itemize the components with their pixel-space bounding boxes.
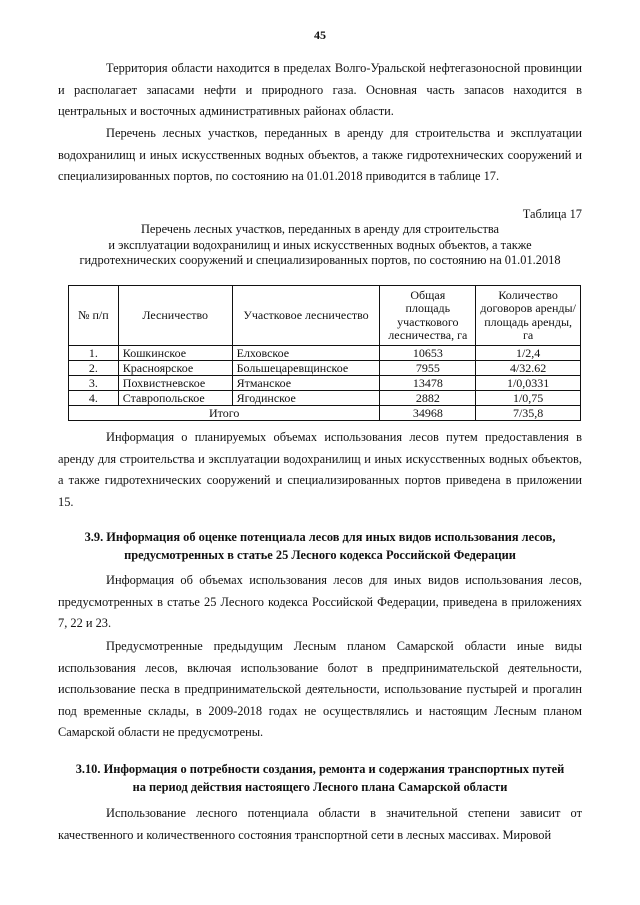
cell-forestry: Кошкинское [118,346,232,361]
page-number: 45 [314,28,326,42]
col-header-district: Участковое лесничество [232,286,380,346]
table-label: Таблица 17 [522,207,582,221]
cell-district: Большецаревщинское [232,361,380,376]
cell-total-area: 34968 [380,406,476,421]
cell-area: 10653 [380,346,476,361]
paragraph-planned-lease: Информация о планируемых объемах использования лесов путем предоставления в аренду для строительства и эксплуатации водохранилищ и иных искусственных водных объектов, а также гидротехнических сооружений и специализированных портов приведена в приложении 15. [58,430,582,509]
table-total-row [69,406,581,421]
cell-lease: 4/32.62 [476,361,581,376]
col-header-area: Общая площадь участкового лесничества, га [380,286,476,346]
table-caption-line: Перечень лесных участков, переданных в аренду для строительства [140,222,500,236]
cell-total-label: Итого [69,406,380,421]
cell-num: 1. [69,346,119,361]
col-header-forestry: Лесничество [118,286,232,346]
cell-num: 3. [69,376,119,391]
cell-area: 2882 [380,391,476,406]
table-caption [58,222,582,269]
cell-forestry: Ставропольское [118,391,232,406]
col-header-lease: Количество договоров аренды/ площадь аренды, га [476,286,581,346]
lease-table [68,285,581,421]
table-row [69,346,581,361]
table-row [69,391,581,406]
cell-forestry: Похвистневское [118,376,232,391]
paragraph-transport: Использование лесного потенциала области в значительной степени зависит от качественного и количественного состояния транспортной сети в лесных массивах. Мировой [58,806,582,842]
paragraph-oil-gas: Территория области находится в пределах Волго-Уральской нефтегазоносной провинции и располагает запасами нефти и природного газа. Основная часть запасов находится в центральных и восточных административных районах области. [58,61,582,118]
section-heading-3-10: 3.10. Информация о потребности создания, ремонта и содержания транспортных путей на период действия настоящего Лесного плана Самарской области [75,762,565,794]
cell-lease: 1/2,4 [476,346,581,361]
cell-district: Ятманское [232,376,380,391]
col-header-num: № п/п [69,286,119,346]
table-row [69,361,581,376]
paragraph-previous-plan: Предусмотренные предыдущим Лесным планом Самарской области иные виды использования лесов, включая использование болот в предпринимательской деятельности, использование песка в предпринимательской деятельности, использование пустырей и прогалин под временные склады, в 2009-2018 годах не осуществлялись и настоящим Лесным планом Самарской области не предусмотрены. [58,639,582,739]
cell-num: 2. [69,361,119,376]
cell-forestry: Красноярское [118,361,232,376]
cell-district: Елховское [232,346,380,361]
cell-area: 7955 [380,361,476,376]
cell-lease: 1/0,0331 [476,376,581,391]
table-caption-line: и эксплуатации водохранилищ и иных искусственных водных объектов, а также [108,237,532,252]
paragraph-other-uses: Информация об объемах использования лесов для иных видов использования лесов, предусмотренных в статье 25 Лесного кодекса Российской Федерации, приведена в приложениях 7, 22 и 23. [58,573,582,630]
cell-lease: 1/0,75 [476,391,581,406]
table-row [69,376,581,391]
paragraph-lease-list-intro: Перечень лесных участков, переданных в аренду для строительства и эксплуатации водохранилищ и иных искусственных водных объектов, а также гидротехнических сооружений и специализированных портов, по состоянию на 01.01.2018 приводится в таблице 17. [58,126,582,183]
cell-num: 4. [69,391,119,406]
section-heading-3-9: 3.9. Информация об оценке потенциала лесов для иных видов использования лесов, предусмотренных в статье 25 Лесного кодекса Российской Федерации [84,530,556,562]
table-caption-line: гидротехнических сооружений и специализированных портов, по состоянию на 01.01.2018 [79,253,561,267]
table-header-row [69,286,581,346]
cell-district: Ягодинское [232,391,380,406]
cell-area: 13478 [380,376,476,391]
cell-total-lease: 7/35,8 [476,406,581,421]
